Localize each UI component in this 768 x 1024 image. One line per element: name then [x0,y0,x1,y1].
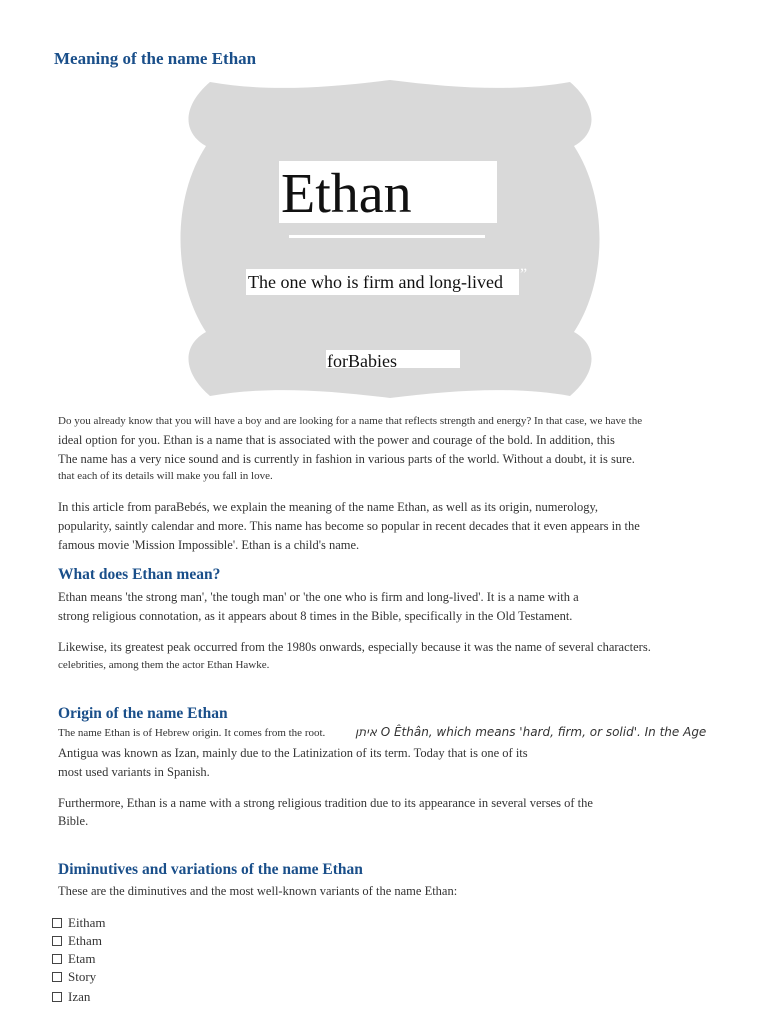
intro-line: The name has a very nice sound and is currently in fashion in various parts of the world. Without a doubt, it is sure. [58,452,635,466]
badge-name: Ethan [281,163,412,225]
article-line: In this article from paraBebés, we explain the meaning of the name Ethan, as well as its origin, numerology, [58,500,599,514]
meaning-line: Likewise, its greatest peak occurred from the 1980s onwards, especially because it was the name of several characters. [58,640,651,654]
list-item [52,950,95,968]
list-item [52,968,96,986]
list-item [52,932,102,950]
origin-line: The name Ethan is of Hebrew origin. It comes from the root. [58,727,326,739]
badge-meaning: The one who is firm and long-lived [248,272,503,292]
page-title: Meaning of the name Ethan [54,49,257,68]
origin-line: most used variants in Spanish. [58,765,210,779]
origin-line: Furthermore, Ethan is a name with a strong religious tradition due to its appearance in several verses of the [58,796,593,810]
intro-line: ideal option for you. Ethan is a name that is associated with the power and courage of the bold. In addition, this [58,433,615,447]
checkbox-icon [52,936,62,946]
origin-heading: Origin of the name Ethan [58,705,228,722]
article-line: famous movie 'Mission Impossible'. Ethan is a child's name. [58,538,360,552]
badge-divider [289,235,485,238]
badge-brand: forBabies [327,351,397,371]
origin-line: Bible. [58,814,89,828]
checkbox-icon [52,992,62,1002]
list-item-label: Story [68,969,97,984]
meaning-heading: What does Ethan mean? [58,566,221,583]
checkbox-icon [52,972,62,982]
origin-line: Antigua was known as Izan, mainly due to the Latinization of its term. Today that is one of its [58,746,528,760]
variants-heading: Diminutives and variations of the name Ethan [58,861,363,878]
meaning-line: strong religious connotation, as it appears about 8 times in the Bible, specifically in the Old Testament. [58,609,573,623]
origin-line: איתן O Êthân, which means 'hard, firm, or solid'. In the Age [355,725,707,739]
checkbox-icon [52,918,62,928]
list-item [52,988,90,1006]
meaning-line: Ethan means 'the strong man', 'the tough man' or 'the one who is firm and long-lived'. It is a name with a [58,590,579,604]
article-line: popularity, saintly calendar and more. This name has become so popular in recent decades that it even appears in the [58,519,640,533]
intro-line: Do you already know that you will have a boy and are looking for a name that reflects strength and energy? In that case, we have the [58,415,643,427]
list-item [52,914,106,932]
variants-intro: These are the diminutives and the most well-known variants of the name Ethan: [58,884,458,898]
list-item-label: Etham [68,933,102,948]
meaning-line: celebrities, among them the actor Ethan Hawke. [58,659,270,671]
checkbox-icon [52,954,62,964]
list-item-label: Izan [68,989,91,1004]
intro-line: that each of its details will make you fall in love. [58,470,273,482]
list-item-label: Etam [68,951,96,966]
list-item-label: Eitham [68,915,106,930]
quote-mark: ” [520,266,528,283]
